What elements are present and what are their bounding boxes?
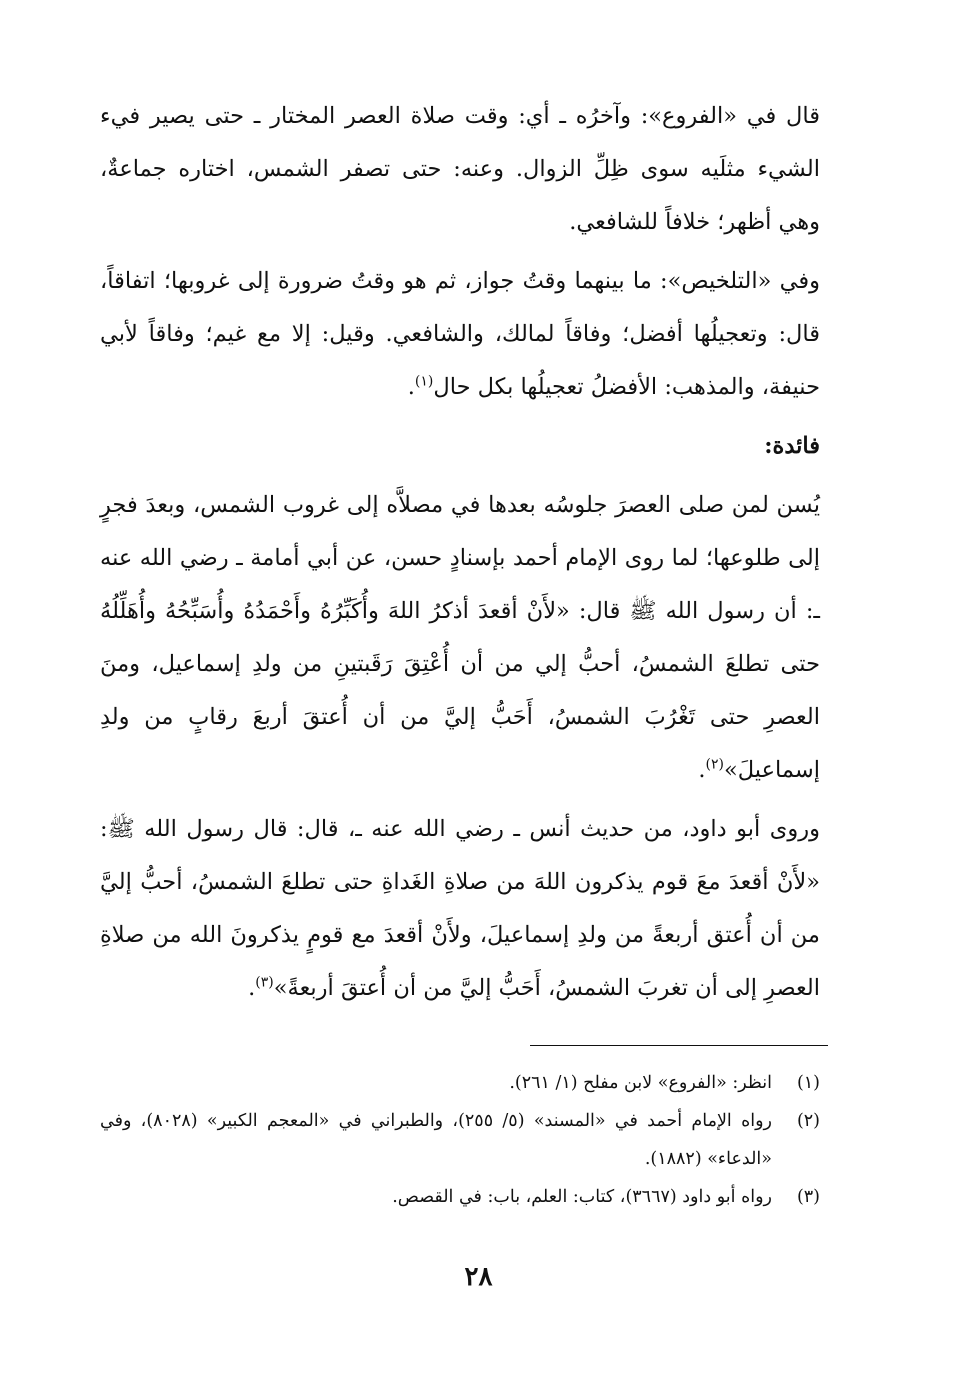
footnote-1 <box>100 1064 820 1102</box>
paragraph-4-text: وروى أبو داود، من حديث أنس ـ رضي الله عنه ـ، قال: قال رسول الله ﷺ: «لأَنْ أقعدَ معَ قوم يذكرون اللهَ من صلاةِ الغَداةِ حتى تطلعَ الشمسُ، أحبُّ إليَّ من أن أُعتق أربعةً من ولدِ إسماعيلَ، ولأَنْ أقعدَ مع قومٍ يذكرونَ الله من صلاةِ العصرِ إلى أن تغربَ الشمسُ، أَحَبُّ إليَّ من أن أُعتقَ أربعةً» <box>100 816 820 1001</box>
paragraph-2-end: . <box>407 374 415 400</box>
footnote-ref-2: (٢) <box>705 756 724 773</box>
paragraph-4-end: . <box>248 975 256 1001</box>
paragraph-3 <box>100 479 820 797</box>
footnotes <box>100 1064 820 1216</box>
footnote-ref-1: (١) <box>414 373 434 390</box>
footnote-text: رواه الإمام أحمد في «المسند» (٥/ ٢٥٥)، والطبراني في «المعجم الكبير» (٨٠٢٨)، وفي «الدعاء» (١٨٨٢). <box>100 1111 772 1169</box>
paragraph-2-text: وفي «التلخيص»: ما بينهما وقتُ جواز، ثم هو وقتُ ضرورة إلى غروبها؛ اتفاقاً، قال: وتعجيلُها أفضل؛ وفاقاً لمالك، والشافعي. وقيل: إلا مع غيم؛ وفاقاً لأبي حنيفة، والمذهب: الأفضلُ تعجيلُها بكل حال <box>100 268 820 400</box>
paragraph-4 <box>100 803 820 1015</box>
paragraph-1: قال في «الفروع»: وآخرُه ـ أي: وقت صلاة العصر المختار ـ حتى يصير فيء الشيء مثلَيه سوى ظِلِّ الزوال. وعنه: حتى تصفر الشمس، اختاره جماعةٌ، وهي أظهر؛ خلافاً للشافعي. <box>100 103 820 235</box>
footnote-text: انظر: «الفروع» لابن مفلح (١/ ٢٦١). <box>509 1073 772 1093</box>
paragraph-3-end: . <box>698 757 706 783</box>
section-heading: فائدة: <box>764 433 820 459</box>
footnote-2 <box>100 1102 820 1178</box>
page-number: ٢٨ <box>464 1262 493 1292</box>
footnote-number: (٣) <box>796 1187 820 1207</box>
footnote-3 <box>100 1178 820 1216</box>
footnote-text: رواه أبو داود (٣٦٦٧)، كتاب: العلم، باب: في القصص. <box>392 1187 772 1207</box>
main-text <box>100 90 820 1021</box>
footnote-divider <box>530 1045 828 1046</box>
footnote-number: (١) <box>796 1073 820 1093</box>
footnote-number: (٢) <box>796 1111 820 1131</box>
paragraph-2 <box>100 255 820 414</box>
paragraph-3-text: يُسن لمن صلى العصرَ جلوسُه بعدها في مصلاَّه إلى غروب الشمس، وبعدَ فجرٍ إلى طلوعها؛ لما روى الإمام أحمد بإسنادٍ حسن، عن أبي أمامة ـ رضي الله عنه ـ: أن رسول الله ﷺ قال: «لأَنْ أقعدَ أذكرُ اللهَ وأُكَبِّرُهُ وأَحْمَدُهُ وأُسَبِّحُهُ وأُهَلِّلُهُ حتى تطلعَ الشمسُ، أحبُّ إلي من أن أُعْتِقَ رَقَبتينِ من ولدِ إسماعيل، ومنَ العصرِ حتى تَغْرُبَ الشمسُ، أَحَبُّ إليَّ من أن أُعتقَ أربعَ رقابٍ من ولدِ إسماعيلَ» <box>100 492 820 783</box>
footnote-ref-3: (٣) <box>255 974 274 991</box>
